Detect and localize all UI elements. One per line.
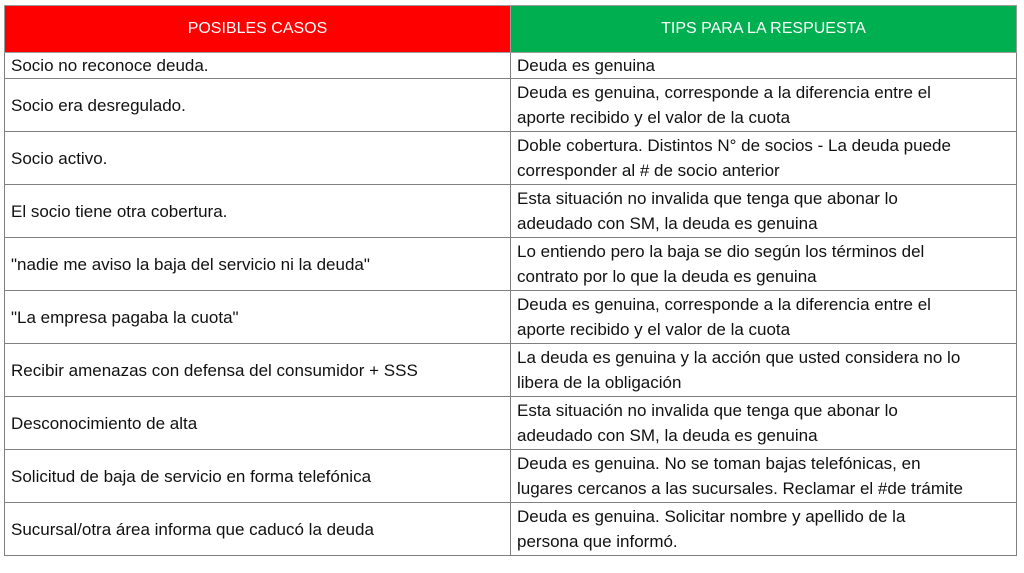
header-tips-respuesta: TIPS PARA LA RESPUESTA — [511, 6, 1017, 53]
cases-table — [4, 5, 1017, 556]
table-row — [5, 503, 1017, 556]
table-row — [5, 291, 1017, 344]
tip-cell: Doble cobertura. Distintos N° de socios - La deuda puede corresponder al # de socio anterior — [511, 132, 1017, 185]
tip-cell: Lo entiendo pero la baja se dio según los términos del contrato por lo que la deuda es genuina — [511, 238, 1017, 291]
case-cell: Sucursal/otra área informa que caducó la deuda — [5, 503, 511, 556]
document — [4, 5, 1016, 556]
tip-cell: Deuda es genuina, corresponde a la diferencia entre el aporte recibido y el valor de la cuota — [511, 79, 1017, 132]
table-row — [5, 53, 1017, 79]
table-row — [5, 238, 1017, 291]
tip-cell: Deuda es genuina — [511, 53, 1017, 79]
case-cell: Socio era desregulado. — [5, 79, 511, 132]
case-cell: "La empresa pagaba la cuota" — [5, 291, 511, 344]
tip-cell: Deuda es genuina, corresponde a la diferencia entre el aporte recibido y el valor de la cuota — [511, 291, 1017, 344]
table-row — [5, 132, 1017, 185]
case-cell: Socio no reconoce deuda. — [5, 53, 511, 79]
case-cell: Recibir amenazas con defensa del consumidor + SSS — [5, 344, 511, 397]
case-cell: Desconocimiento de alta — [5, 397, 511, 450]
header-row — [5, 6, 1017, 53]
table-row — [5, 344, 1017, 397]
tip-cell: Esta situación no invalida que tenga que abonar lo adeudado con SM, la deuda es genuina — [511, 397, 1017, 450]
case-cell: El socio tiene otra cobertura. — [5, 185, 511, 238]
table-row — [5, 450, 1017, 503]
table-row — [5, 185, 1017, 238]
tip-cell: Deuda es genuina. No se toman bajas telefónicas, en lugares cercanos a las sucursales. Reclamar el #de trámite — [511, 450, 1017, 503]
table-row — [5, 79, 1017, 132]
case-cell: "nadie me aviso la baja del servicio ni la deuda" — [5, 238, 511, 291]
header-posibles-casos: POSIBLES CASOS — [5, 6, 511, 53]
case-cell: Solicitud de baja de servicio en forma telefónica — [5, 450, 511, 503]
tip-cell: Esta situación no invalida que tenga que abonar lo adeudado con SM, la deuda es genuina — [511, 185, 1017, 238]
table-row — [5, 397, 1017, 450]
tip-cell: Deuda es genuina. Solicitar nombre y apellido de la persona que informó. — [511, 503, 1017, 556]
case-cell: Socio activo. — [5, 132, 511, 185]
tip-cell: La deuda es genuina y la acción que usted considera no lo libera de la obligación — [511, 344, 1017, 397]
